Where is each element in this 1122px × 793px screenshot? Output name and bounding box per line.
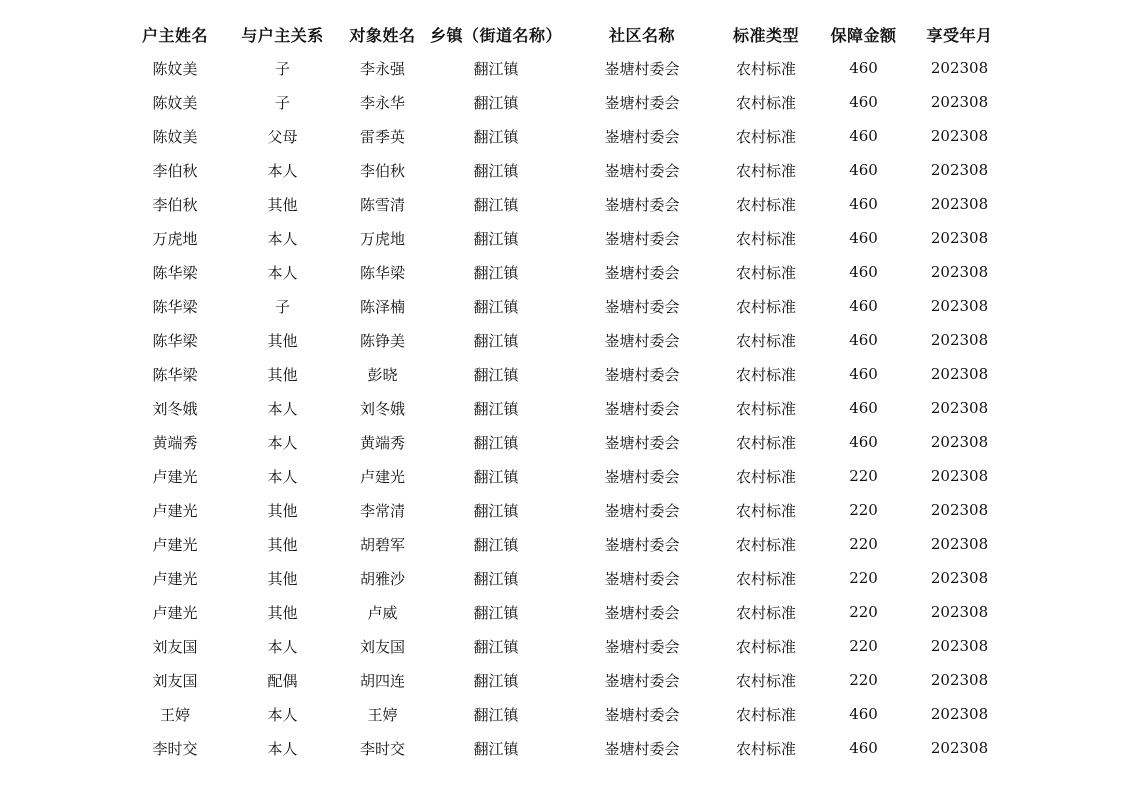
standard-type-cell: 农村标准 bbox=[736, 739, 797, 758]
header-relationship: 与户主关系 bbox=[241, 25, 324, 45]
householder-name-cell: 万虎地 bbox=[152, 229, 198, 248]
table-row bbox=[120, 323, 1002, 357]
amount-cell: 460 bbox=[849, 161, 878, 179]
standard-type-cell: 农村标准 bbox=[736, 161, 797, 180]
community-cell: 崟塘村委会 bbox=[604, 399, 680, 418]
amount-cell: 460 bbox=[849, 331, 878, 349]
period-cell: 202308 bbox=[930, 399, 989, 417]
township-cell: 翻江镇 bbox=[473, 637, 519, 656]
relationship-cell: 子 bbox=[274, 297, 290, 316]
community-cell: 崟塘村委会 bbox=[604, 229, 680, 248]
township-cell: 翻江镇 bbox=[473, 501, 519, 520]
table-row bbox=[120, 527, 1002, 561]
township-cell: 翻江镇 bbox=[473, 467, 519, 486]
standard-type-cell: 农村标准 bbox=[736, 671, 797, 690]
amount-cell: 220 bbox=[849, 603, 878, 621]
householder-name-cell: 陈华梁 bbox=[152, 331, 198, 350]
period-cell: 202308 bbox=[930, 263, 989, 281]
recipient-name-cell: 胡四连 bbox=[359, 671, 405, 690]
recipient-name-cell: 刘友国 bbox=[359, 637, 405, 656]
recipient-name-cell: 万虎地 bbox=[359, 229, 405, 248]
amount-cell: 460 bbox=[849, 399, 878, 417]
householder-name-cell: 卢建光 bbox=[152, 569, 198, 588]
standard-type-cell: 农村标准 bbox=[736, 569, 797, 588]
community-cell: 崟塘村委会 bbox=[604, 263, 680, 282]
recipient-name-cell: 胡雅沙 bbox=[359, 569, 405, 588]
recipient-name-cell: 李伯秋 bbox=[359, 161, 405, 180]
header-township: 乡镇（街道名称） bbox=[430, 25, 563, 45]
amount-cell: 220 bbox=[849, 569, 878, 587]
recipient-name-cell: 雷季英 bbox=[359, 127, 405, 146]
roster-table bbox=[120, 17, 1002, 765]
householder-name-cell: 卢建光 bbox=[152, 467, 198, 486]
table-row bbox=[120, 255, 1002, 289]
period-cell: 202308 bbox=[930, 229, 989, 247]
standard-type-cell: 农村标准 bbox=[736, 467, 797, 486]
community-cell: 崟塘村委会 bbox=[604, 195, 680, 214]
standard-type-cell: 农村标准 bbox=[736, 603, 797, 622]
relationship-cell: 其他 bbox=[267, 603, 298, 622]
recipient-name-cell: 陈铮美 bbox=[359, 331, 405, 350]
township-cell: 翻江镇 bbox=[473, 59, 519, 78]
community-cell: 崟塘村委会 bbox=[604, 535, 680, 554]
header-householder-name: 户主姓名 bbox=[141, 25, 208, 45]
amount-cell: 460 bbox=[849, 93, 878, 111]
householder-name-cell: 王婷 bbox=[159, 705, 190, 724]
householder-name-cell: 陈华梁 bbox=[152, 297, 198, 316]
householder-name-cell: 刘冬娥 bbox=[152, 399, 198, 418]
householder-name-cell: 李伯秋 bbox=[152, 161, 198, 180]
table-row bbox=[120, 663, 1002, 697]
township-cell: 翻江镇 bbox=[473, 705, 519, 724]
relationship-cell: 本人 bbox=[267, 263, 298, 282]
standard-type-cell: 农村标准 bbox=[736, 297, 797, 316]
table-row bbox=[120, 119, 1002, 153]
householder-name-cell: 陈华梁 bbox=[152, 365, 198, 384]
relationship-cell: 其他 bbox=[267, 569, 298, 588]
header-standard-type: 标准类型 bbox=[733, 25, 800, 45]
householder-name-cell: 卢建光 bbox=[152, 535, 198, 554]
table-row bbox=[120, 391, 1002, 425]
community-cell: 崟塘村委会 bbox=[604, 365, 680, 384]
amount-cell: 220 bbox=[849, 637, 878, 655]
recipient-name-cell: 陈华梁 bbox=[359, 263, 405, 282]
township-cell: 翻江镇 bbox=[473, 671, 519, 690]
header-community: 社区名称 bbox=[609, 25, 676, 45]
township-cell: 翻江镇 bbox=[473, 603, 519, 622]
householder-name-cell: 黄端秀 bbox=[152, 433, 198, 452]
recipient-name-cell: 黄端秀 bbox=[359, 433, 405, 452]
community-cell: 崟塘村委会 bbox=[604, 433, 680, 452]
township-cell: 翻江镇 bbox=[473, 127, 519, 146]
relationship-cell: 配偶 bbox=[267, 671, 298, 690]
relationship-cell: 本人 bbox=[267, 637, 298, 656]
recipient-name-cell: 李常清 bbox=[359, 501, 405, 520]
householder-name-cell: 陈华梁 bbox=[152, 263, 198, 282]
township-cell: 翻江镇 bbox=[473, 569, 519, 588]
community-cell: 崟塘村委会 bbox=[604, 59, 680, 78]
standard-type-cell: 农村标准 bbox=[736, 127, 797, 146]
township-cell: 翻江镇 bbox=[473, 229, 519, 248]
period-cell: 202308 bbox=[930, 93, 989, 111]
township-cell: 翻江镇 bbox=[473, 195, 519, 214]
standard-type-cell: 农村标准 bbox=[736, 705, 797, 724]
recipient-name-cell: 卢建光 bbox=[359, 467, 405, 486]
relationship-cell: 本人 bbox=[267, 705, 298, 724]
period-cell: 202308 bbox=[930, 127, 989, 145]
header-amount: 保障金额 bbox=[830, 25, 897, 45]
relationship-cell: 本人 bbox=[267, 399, 298, 418]
amount-cell: 220 bbox=[849, 535, 878, 553]
community-cell: 崟塘村委会 bbox=[604, 501, 680, 520]
period-cell: 202308 bbox=[930, 331, 989, 349]
amount-cell: 460 bbox=[849, 127, 878, 145]
period-cell: 202308 bbox=[930, 195, 989, 213]
township-cell: 翻江镇 bbox=[473, 739, 519, 758]
period-cell: 202308 bbox=[930, 59, 989, 77]
township-cell: 翻江镇 bbox=[473, 331, 519, 350]
period-cell: 202308 bbox=[930, 637, 989, 655]
amount-cell: 460 bbox=[849, 195, 878, 213]
amount-cell: 220 bbox=[849, 671, 878, 689]
period-cell: 202308 bbox=[930, 569, 989, 587]
relationship-cell: 子 bbox=[274, 93, 290, 112]
period-cell: 202308 bbox=[930, 671, 989, 689]
table-row bbox=[120, 595, 1002, 629]
householder-name-cell: 卢建光 bbox=[152, 501, 198, 520]
standard-type-cell: 农村标准 bbox=[736, 263, 797, 282]
amount-cell: 460 bbox=[849, 433, 878, 451]
recipient-name-cell: 王婷 bbox=[367, 705, 398, 724]
township-cell: 翻江镇 bbox=[473, 263, 519, 282]
relationship-cell: 本人 bbox=[267, 161, 298, 180]
period-cell: 202308 bbox=[930, 603, 989, 621]
amount-cell: 460 bbox=[849, 59, 878, 77]
period-cell: 202308 bbox=[930, 467, 989, 485]
householder-name-cell: 李时交 bbox=[152, 739, 198, 758]
relationship-cell: 本人 bbox=[267, 739, 298, 758]
table-row bbox=[120, 425, 1002, 459]
table-row bbox=[120, 51, 1002, 85]
householder-name-cell: 陈妏美 bbox=[152, 59, 198, 78]
community-cell: 崟塘村委会 bbox=[604, 739, 680, 758]
amount-cell: 460 bbox=[849, 705, 878, 723]
relationship-cell: 其他 bbox=[267, 501, 298, 520]
table-row bbox=[120, 629, 1002, 663]
period-cell: 202308 bbox=[930, 297, 989, 315]
period-cell: 202308 bbox=[930, 705, 989, 723]
community-cell: 崟塘村委会 bbox=[604, 161, 680, 180]
householder-name-cell: 李伯秋 bbox=[152, 195, 198, 214]
amount-cell: 460 bbox=[849, 739, 878, 757]
table-row bbox=[120, 289, 1002, 323]
recipient-name-cell: 李永华 bbox=[359, 93, 405, 112]
community-cell: 崟塘村委会 bbox=[604, 297, 680, 316]
community-cell: 崟塘村委会 bbox=[604, 671, 680, 690]
amount-cell: 220 bbox=[849, 467, 878, 485]
header-recipient-name: 对象姓名 bbox=[349, 25, 416, 45]
period-cell: 202308 bbox=[930, 161, 989, 179]
table-body bbox=[120, 51, 1002, 765]
township-cell: 翻江镇 bbox=[473, 93, 519, 112]
householder-name-cell: 陈妏美 bbox=[152, 127, 198, 146]
township-cell: 翻江镇 bbox=[473, 365, 519, 384]
table-row bbox=[120, 221, 1002, 255]
standard-type-cell: 农村标准 bbox=[736, 535, 797, 554]
standard-type-cell: 农村标准 bbox=[736, 637, 797, 656]
period-cell: 202308 bbox=[930, 365, 989, 383]
amount-cell: 220 bbox=[849, 501, 878, 519]
community-cell: 崟塘村委会 bbox=[604, 93, 680, 112]
table-row bbox=[120, 187, 1002, 221]
period-cell: 202308 bbox=[930, 433, 989, 451]
householder-name-cell: 卢建光 bbox=[152, 603, 198, 622]
amount-cell: 460 bbox=[849, 229, 878, 247]
relationship-cell: 其他 bbox=[267, 535, 298, 554]
table-row bbox=[120, 697, 1002, 731]
relationship-cell: 父母 bbox=[267, 127, 298, 146]
township-cell: 翻江镇 bbox=[473, 399, 519, 418]
period-cell: 202308 bbox=[930, 535, 989, 553]
householder-name-cell: 陈妏美 bbox=[152, 93, 198, 112]
relationship-cell: 本人 bbox=[267, 467, 298, 486]
table-row bbox=[120, 357, 1002, 391]
table-row bbox=[120, 153, 1002, 187]
table-row bbox=[120, 731, 1002, 765]
township-cell: 翻江镇 bbox=[473, 433, 519, 452]
standard-type-cell: 农村标准 bbox=[736, 93, 797, 112]
period-cell: 202308 bbox=[930, 739, 989, 757]
amount-cell: 460 bbox=[849, 365, 878, 383]
period-cell: 202308 bbox=[930, 501, 989, 519]
standard-type-cell: 农村标准 bbox=[736, 195, 797, 214]
standard-type-cell: 农村标准 bbox=[736, 365, 797, 384]
relationship-cell: 其他 bbox=[267, 195, 298, 214]
relationship-cell: 本人 bbox=[267, 433, 298, 452]
community-cell: 崟塘村委会 bbox=[604, 637, 680, 656]
amount-cell: 460 bbox=[849, 297, 878, 315]
table-header bbox=[120, 17, 1002, 51]
community-cell: 崟塘村委会 bbox=[604, 603, 680, 622]
recipient-name-cell: 胡碧军 bbox=[359, 535, 405, 554]
recipient-name-cell: 陈雪清 bbox=[359, 195, 405, 214]
township-cell: 翻江镇 bbox=[473, 535, 519, 554]
recipient-name-cell: 彭晓 bbox=[367, 365, 398, 384]
table-row bbox=[120, 561, 1002, 595]
relationship-cell: 其他 bbox=[267, 365, 298, 384]
township-cell: 翻江镇 bbox=[473, 161, 519, 180]
amount-cell: 460 bbox=[849, 263, 878, 281]
relationship-cell: 其他 bbox=[267, 331, 298, 350]
recipient-name-cell: 刘冬娥 bbox=[359, 399, 405, 418]
standard-type-cell: 农村标准 bbox=[736, 229, 797, 248]
table-row bbox=[120, 493, 1002, 527]
community-cell: 崟塘村委会 bbox=[604, 127, 680, 146]
community-cell: 崟塘村委会 bbox=[604, 467, 680, 486]
community-cell: 崟塘村委会 bbox=[604, 569, 680, 588]
community-cell: 崟塘村委会 bbox=[604, 705, 680, 724]
recipient-name-cell: 李永强 bbox=[359, 59, 405, 78]
relationship-cell: 子 bbox=[274, 59, 290, 78]
header-period: 享受年月 bbox=[926, 25, 993, 45]
householder-name-cell: 刘友国 bbox=[152, 671, 198, 690]
standard-type-cell: 农村标准 bbox=[736, 59, 797, 78]
relationship-cell: 本人 bbox=[267, 229, 298, 248]
standard-type-cell: 农村标准 bbox=[736, 433, 797, 452]
standard-type-cell: 农村标准 bbox=[736, 501, 797, 520]
householder-name-cell: 刘友国 bbox=[152, 637, 198, 656]
township-cell: 翻江镇 bbox=[473, 297, 519, 316]
recipient-name-cell: 卢威 bbox=[367, 603, 398, 622]
community-cell: 崟塘村委会 bbox=[604, 331, 680, 350]
table-row bbox=[120, 85, 1002, 119]
standard-type-cell: 农村标准 bbox=[736, 331, 797, 350]
standard-type-cell: 农村标准 bbox=[736, 399, 797, 418]
recipient-name-cell: 李时交 bbox=[359, 739, 405, 758]
table-row bbox=[120, 459, 1002, 493]
recipient-name-cell: 陈泽楠 bbox=[359, 297, 405, 316]
header-row bbox=[120, 17, 1002, 51]
